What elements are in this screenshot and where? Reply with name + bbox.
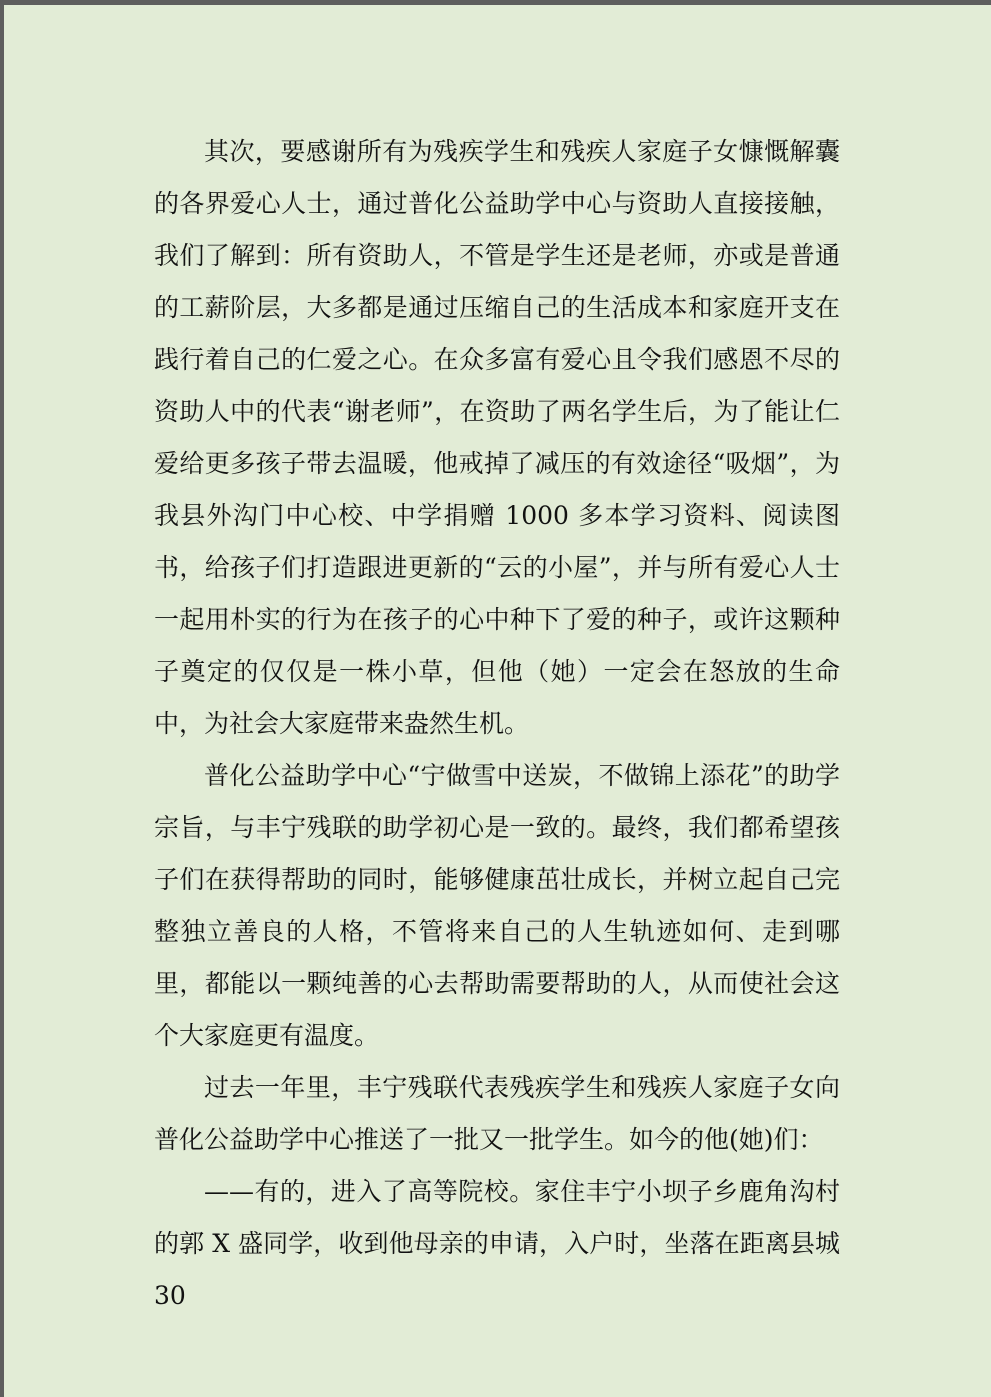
paragraph-higher-education: ——有的，进入了高等院校。家住丰宁小坝子乡鹿角沟村的郭 X 盛同学，收到他母亲的申请，入户时，坐落在距离县城 30 [154, 1177, 840, 1310]
paragraph-aid-purpose: 普化公益助学中心“宁做雪中送炭，不做锦上添花”的助学宗旨，与丰宁残联的助学初心是一致的。最终，我们都希望孩子们在获得帮助的同时，能够健康茁壮成长，并树立起自己完整独立善良的人格，不管将来自己的人生轨迹如何、走到哪里，都能以一颗纯善的心去帮助需要帮助的人，从而使社会这个大家庭更有温度。 [154, 761, 840, 1050]
document-body [154, 126, 840, 1322]
paragraph-thanks-donors: 其次，要感谢所有为残疾学生和残疾人家庭子女慷慨解囊的各界爱心人士，通过普化公益助学中心与资助人直接接触，我们了解到：所有资助人，不管是学生还是老师，亦或是普通的工薪阶层，大多都是通过压缩自己的生活成本和家庭开支在践行着自己的仁爱之心。在众多富有爱心且令我们感恩不尽的资助人中的代表“谢老师”，在资助了两名学生后，为了能让仁爱给更多孩子带去温暖，他戒掉了减压的有效途径“吸烟”，为我县外沟门中心校、中学捐赠 1000 多本学习资料、阅读图书，给孩子们打造跟进更新的“云的小屋”，并与所有爱心人士一起用朴实的行为在孩子的心中种下了爱的种子，或许这颗种子奠定的仅仅是一株小草，但他（她）一定会在怒放的生命中，为社会大家庭带来盎然生机。 [154, 137, 840, 738]
paragraph-past-year: 过去一年里，丰宁残联代表残疾学生和残疾人家庭子女向普化公益助学中心推送了一批又一批学生。如今的他(她)们： [154, 1073, 840, 1154]
